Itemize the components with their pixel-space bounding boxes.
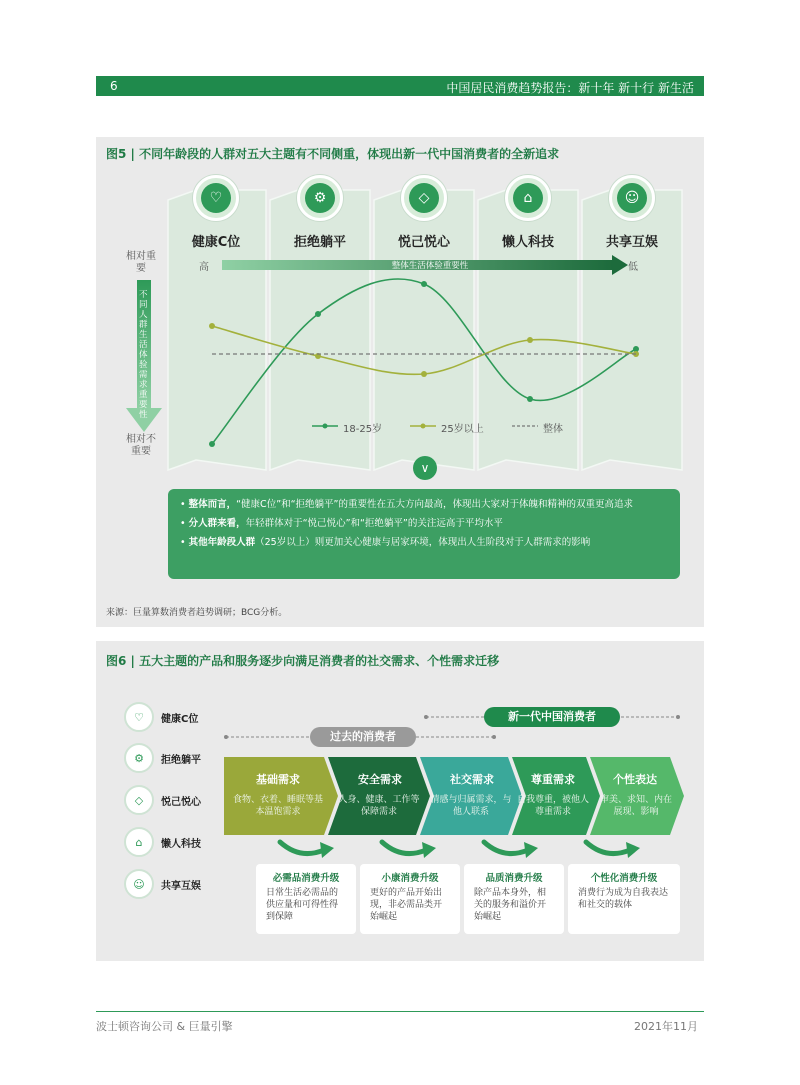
report-title: 中国居民消费趋势报告：新十年 新十行 新生活	[446, 81, 694, 95]
diamond-icon: ◇	[401, 175, 447, 221]
summary-item: • 整体而言，“健康C位”和“拒绝躺平”的重要性在五大方向最高，体现出大家对于体魄和精神的双重更高追求	[180, 499, 633, 510]
head-gear-icon: ⚙	[124, 743, 154, 773]
stage-esteem-desc: 自我尊重，被他人尊重需求	[516, 795, 589, 817]
upgrade-card	[256, 864, 356, 934]
upgrade-arrows	[260, 836, 680, 866]
importance-high-label: 相对重要	[126, 251, 156, 274]
data-point-1-0	[209, 323, 215, 329]
summary-item: • 分人群来看，年轻群体对于“悦己悦心”和“拒绝躺平”的关注远高于平均水平	[180, 518, 503, 529]
page-number: 6	[110, 79, 118, 93]
chevron-down-icon: ∨	[413, 456, 437, 480]
footer-publisher: 波士顿咨询公司 & 巨量引擎	[96, 1020, 233, 1033]
legend-label-overall: 整体	[543, 424, 563, 435]
legend-swatch-young	[310, 420, 340, 432]
consumer-range-lines	[220, 705, 700, 755]
heart-icon: ♡	[124, 702, 154, 732]
data-point-1-2	[421, 371, 427, 377]
head-gear-icon: ⚙	[297, 175, 343, 221]
stage-individuality-title: 个性表达	[613, 773, 657, 786]
figure-5-source: 来源：巨量算数消费者趋势调研；BCG分析。	[106, 608, 288, 618]
summary-item: • 其他年龄段人群（25岁以上）则更加关心健康与居家环境，体现出人生阶段对于人群需求的影响	[180, 537, 591, 548]
stage-social-title: 社交需求	[450, 773, 494, 786]
data-point-0-3	[527, 396, 533, 402]
theme-label-health: 健康C位	[161, 714, 199, 725]
upgrade-card	[568, 864, 680, 934]
figure-5-title: 图5 | 不同年龄段的人群对五大主题有不同侧重，体现出新一代中国消费者的全新追求	[106, 147, 560, 161]
upgrade-desc: 日常生活必需品的供应量和可得性得到保障	[266, 888, 339, 922]
figure-6-title: 图6 | 五大主题的产品和服务逐步向满足消费者的社交需求、个性需求迁移	[106, 654, 500, 668]
summary-box	[168, 489, 680, 579]
vertical-arrow-label: 不同人群生活体验需求重要性	[139, 290, 148, 420]
summary-text: （25岁以上）则更加关心健康与居家环境，体现出人生阶段对于人群需求的影响	[255, 537, 591, 548]
footer-date: 2021年11月	[634, 1020, 698, 1033]
past-consumers-label: 过去的消费者	[310, 727, 416, 747]
importance-line-chart	[170, 270, 650, 470]
page-header	[96, 76, 704, 96]
upgrade-title: 品质消费升级	[485, 873, 543, 884]
upgrade-card	[360, 864, 460, 934]
stage-basic-title: 基础需求	[256, 773, 300, 786]
stage-basic-desc: 食物、衣着、睡眠等基本温饱需求	[232, 795, 323, 817]
upgrade-desc: 除产品本身外，相关的服务和溢价开始崛起	[474, 888, 547, 922]
summary-text: 年轻群体对于“悦己悦心”和“拒绝躺平”的关注远高于平均水平	[245, 518, 503, 529]
data-point-0-1	[315, 311, 321, 317]
upgrade-desc: 更好的产品开始出现，非必需品类开始崛起	[370, 888, 443, 922]
home-icon: ⌂	[505, 175, 551, 221]
low-label: 低	[628, 262, 638, 273]
summary-bold: 其他年龄段人群	[188, 537, 256, 548]
theme-label-lazy-tech: 懒人科技	[161, 839, 201, 850]
upgrade-title: 小康消费升级	[381, 873, 439, 884]
upgrade-card	[464, 864, 564, 934]
footer-divider	[96, 1011, 704, 1012]
upgrade-title: 个性化消费升级	[590, 873, 658, 884]
legend-swatch-older	[408, 420, 438, 432]
stage-safety-title: 安全需求	[358, 773, 402, 786]
theme-label-health: 健康C位	[191, 235, 241, 250]
summary-text: “健康C位”和“拒绝躺平”的重要性在五大方向最高，体现出大家对于体魄和精神的双重更高追求	[236, 499, 633, 510]
heart-icon: ♡	[193, 175, 239, 221]
theme-label-self-pleasing: 悦己悦心	[397, 235, 450, 250]
people-network-icon: ☺	[609, 175, 655, 221]
theme-label-anti-lying-flat: 拒绝躺平	[161, 755, 201, 766]
diamond-icon: ◇	[124, 785, 154, 815]
theme-label-anti-lying-flat: 拒绝躺平	[293, 235, 346, 250]
theme-label-shared-entertainment: 共享互娱	[605, 235, 658, 250]
data-point-1-3	[527, 337, 533, 343]
overall-bar-label: 整体生活体验重要性	[391, 261, 469, 271]
stage-social-desc: 情感与归属需求，与他人联系	[430, 795, 512, 817]
stage-esteem-title: 尊重需求	[531, 773, 575, 786]
data-point-0-0	[209, 441, 215, 447]
importance-low-label: 相对不重要	[126, 434, 156, 457]
home-icon: ⌂	[124, 827, 154, 857]
theme-label-self-pleasing: 悦己悦心	[161, 797, 201, 808]
new-consumers-label: 新一代中国消费者	[484, 707, 620, 727]
legend-swatch-overall	[510, 420, 540, 432]
legend-label-older: 25岁以上	[441, 424, 484, 435]
data-point-0-2	[421, 281, 427, 287]
stage-safety-desc: 人身、健康、工作等保障需求	[338, 795, 420, 817]
high-label: 高	[199, 262, 209, 273]
stage-individuality-desc: 审美、求知、内在展现、影响	[599, 795, 672, 817]
theme-label-lazy-tech: 懒人科技	[501, 235, 554, 250]
summary-bold: 整体而言，	[188, 499, 237, 510]
legend-label-young: 18-25岁	[343, 424, 383, 435]
summary-bold: 分人群来看，	[188, 518, 246, 529]
theme-label-shared-entertainment: 共享互娱	[161, 881, 201, 892]
series-line-1	[212, 326, 636, 374]
people-network-icon: ☺	[124, 869, 154, 899]
upgrade-title: 必需品消费升级	[272, 873, 340, 884]
upgrade-desc: 消费行为成为自我表达和社交的载体	[578, 888, 669, 910]
